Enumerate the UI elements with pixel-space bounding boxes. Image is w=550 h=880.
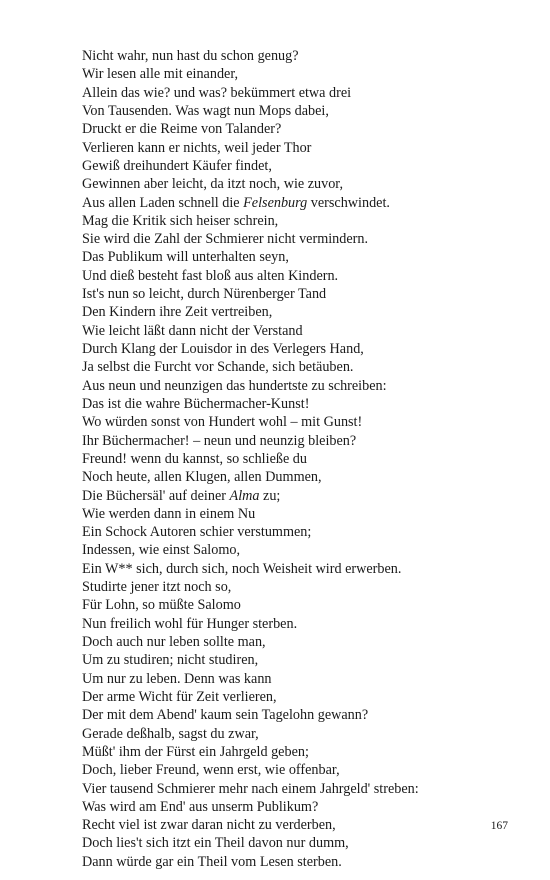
poem-line xyxy=(82,834,522,852)
poem-line xyxy=(82,65,522,83)
line-text: Wo würden sonst von Hundert wohl – mit Gunst! xyxy=(82,414,363,431)
line-text: Gewiß dreihundert Käufer findet, xyxy=(82,157,272,174)
line-text: Vier tausend Schmierer mehr nach einem Jahrgeld' streben: xyxy=(82,780,419,797)
line-text: Wie leicht läßt dann nicht der Verstand xyxy=(82,322,303,339)
poem-line xyxy=(82,706,522,724)
line-text: Ein Schock Autoren schier verstummen; xyxy=(82,524,312,541)
poem-line xyxy=(82,853,522,871)
poem-line xyxy=(82,816,522,834)
line-text: Die Büchersäl' auf deiner xyxy=(82,487,230,504)
line-text: Das Publikum will unterhalten seyn, xyxy=(82,249,289,266)
line-text: Doch auch nur leben sollte man, xyxy=(82,634,266,650)
line-text: Nun freilich wohl für Hunger sterben. xyxy=(82,615,298,632)
poem-line xyxy=(82,413,522,431)
line-text: Aus allen Laden schnell die xyxy=(82,194,244,211)
line-text: Um zu studiren; nicht studiren, xyxy=(82,652,259,669)
poem-line xyxy=(82,761,522,779)
poem-line xyxy=(82,157,522,175)
line-text: Müßt' ihm der Fürst ein Jahrgeld geben; xyxy=(82,743,309,760)
poem-line xyxy=(82,487,522,505)
poem-line xyxy=(82,285,522,303)
poem-line xyxy=(82,47,522,65)
line-text: Mag die Kritik sich heiser schrein, xyxy=(82,212,279,229)
poem-line xyxy=(82,743,522,761)
line-text: Noch heute, allen Klugen, allen Dummen, xyxy=(82,469,322,486)
line-text: Was wird am End' aus unserm Publikum? xyxy=(82,798,319,815)
poem-line xyxy=(82,212,522,230)
poem-line xyxy=(82,248,522,266)
line-text: Freund! wenn du kannst, so schließe du xyxy=(82,450,307,467)
poem-line xyxy=(82,102,522,120)
poem-line xyxy=(82,651,522,669)
poem-line xyxy=(82,560,522,578)
line-text: Von Tausenden. Was wagt nun Mops dabei, xyxy=(82,102,329,119)
line-text: Aus neun und neunzigen das hundertste zu schreiben: xyxy=(82,377,387,394)
poem-line xyxy=(82,267,522,285)
line-text: Und dieß besteht fast bloß aus alten Kindern. xyxy=(82,267,339,284)
poem-line xyxy=(82,523,522,541)
line-text: Der mit dem Abend' kaum sein Tagelohn gewann? xyxy=(82,707,369,724)
poem-line xyxy=(82,120,522,138)
line-text: Nicht wahr, nun hast du schon genug? xyxy=(82,48,299,64)
poem-line xyxy=(82,432,522,450)
poem-line xyxy=(82,395,522,413)
poem-text xyxy=(82,47,522,871)
poem-line xyxy=(82,798,522,816)
line-text: Recht viel ist zwar daran nicht zu verderben, xyxy=(82,817,336,834)
poem-line xyxy=(82,358,522,376)
poem-line xyxy=(82,139,522,157)
line-text: Indessen, wie einst Salomo, xyxy=(82,542,241,559)
poem-line xyxy=(82,377,522,395)
line-text: verschwindet. xyxy=(307,194,390,211)
poem-line xyxy=(82,578,522,596)
italic-title-text: Alma xyxy=(229,487,260,504)
poem-line xyxy=(82,468,522,486)
poem-line xyxy=(82,175,522,193)
poem-line xyxy=(82,340,522,358)
line-text: Durch Klang der Louisdor in des Verlegers Hand, xyxy=(82,341,364,357)
line-text: Ein W** sich, durch sich, noch Weisheit wird erwerben. xyxy=(82,560,402,577)
line-text: zu; xyxy=(259,487,281,504)
poem-line xyxy=(82,194,522,212)
poem-line xyxy=(82,615,522,633)
line-text: Den Kindern ihre Zeit vertreiben, xyxy=(82,304,273,321)
poem-line xyxy=(82,725,522,743)
line-text: Gewinnen aber leicht, da itzt noch, wie zuvor, xyxy=(82,176,344,193)
line-text: Druckt er die Reime von Talander? xyxy=(82,121,282,138)
line-text: Wir lesen alle mit einander, xyxy=(82,66,239,83)
poem-line xyxy=(82,303,522,321)
line-text: Doch, lieber Freund, wenn erst, wie offenbar, xyxy=(82,762,340,779)
poem-line xyxy=(82,670,522,688)
line-text: Allein das wie? und was? bekümmert etwa drei xyxy=(82,84,352,101)
poem-line xyxy=(82,505,522,523)
page-number: 167 xyxy=(490,820,508,832)
line-text: Für Lohn, so müßte Salomo xyxy=(82,597,241,614)
line-text: Sie wird die Zahl der Schmierer nicht vermindern. xyxy=(82,231,369,248)
line-text: Studirte jener itzt noch so, xyxy=(82,579,232,596)
poem-line xyxy=(82,633,522,651)
line-text: Gerade deßhalb, sagst du zwar, xyxy=(82,725,259,742)
poem-line xyxy=(82,230,522,248)
poem-line xyxy=(82,596,522,614)
line-text: Ist's nun so leicht, durch Nürenberger Tand xyxy=(82,286,327,303)
poem-line xyxy=(82,322,522,340)
line-text: Ja selbst die Furcht vor Schande, sich betäuben. xyxy=(82,359,354,376)
poem-line xyxy=(82,450,522,468)
poem-line xyxy=(82,688,522,706)
poem-line xyxy=(82,541,522,559)
line-text: Um nur zu leben. Denn was kann xyxy=(82,670,272,687)
line-text: Wie werden dann in einem Nu xyxy=(82,505,256,522)
line-text: Der arme Wicht für Zeit verlieren, xyxy=(82,688,277,705)
line-text: Ihr Büchermacher! – neun und neunzig bleiben? xyxy=(82,432,357,449)
poem-line xyxy=(82,780,522,798)
italic-title-text: Felsenburg xyxy=(243,194,308,211)
line-text: Verlieren kann er nichts, weil jeder Thor xyxy=(82,139,312,156)
line-text: Das ist die wahre Büchermacher-Kunst! xyxy=(82,395,310,412)
line-text: Doch lies't sich itzt ein Theil davon nur dumm, xyxy=(82,835,349,852)
poem-line xyxy=(82,84,522,102)
line-text: Dann würde gar ein Theil vom Lesen sterben. xyxy=(82,853,342,870)
